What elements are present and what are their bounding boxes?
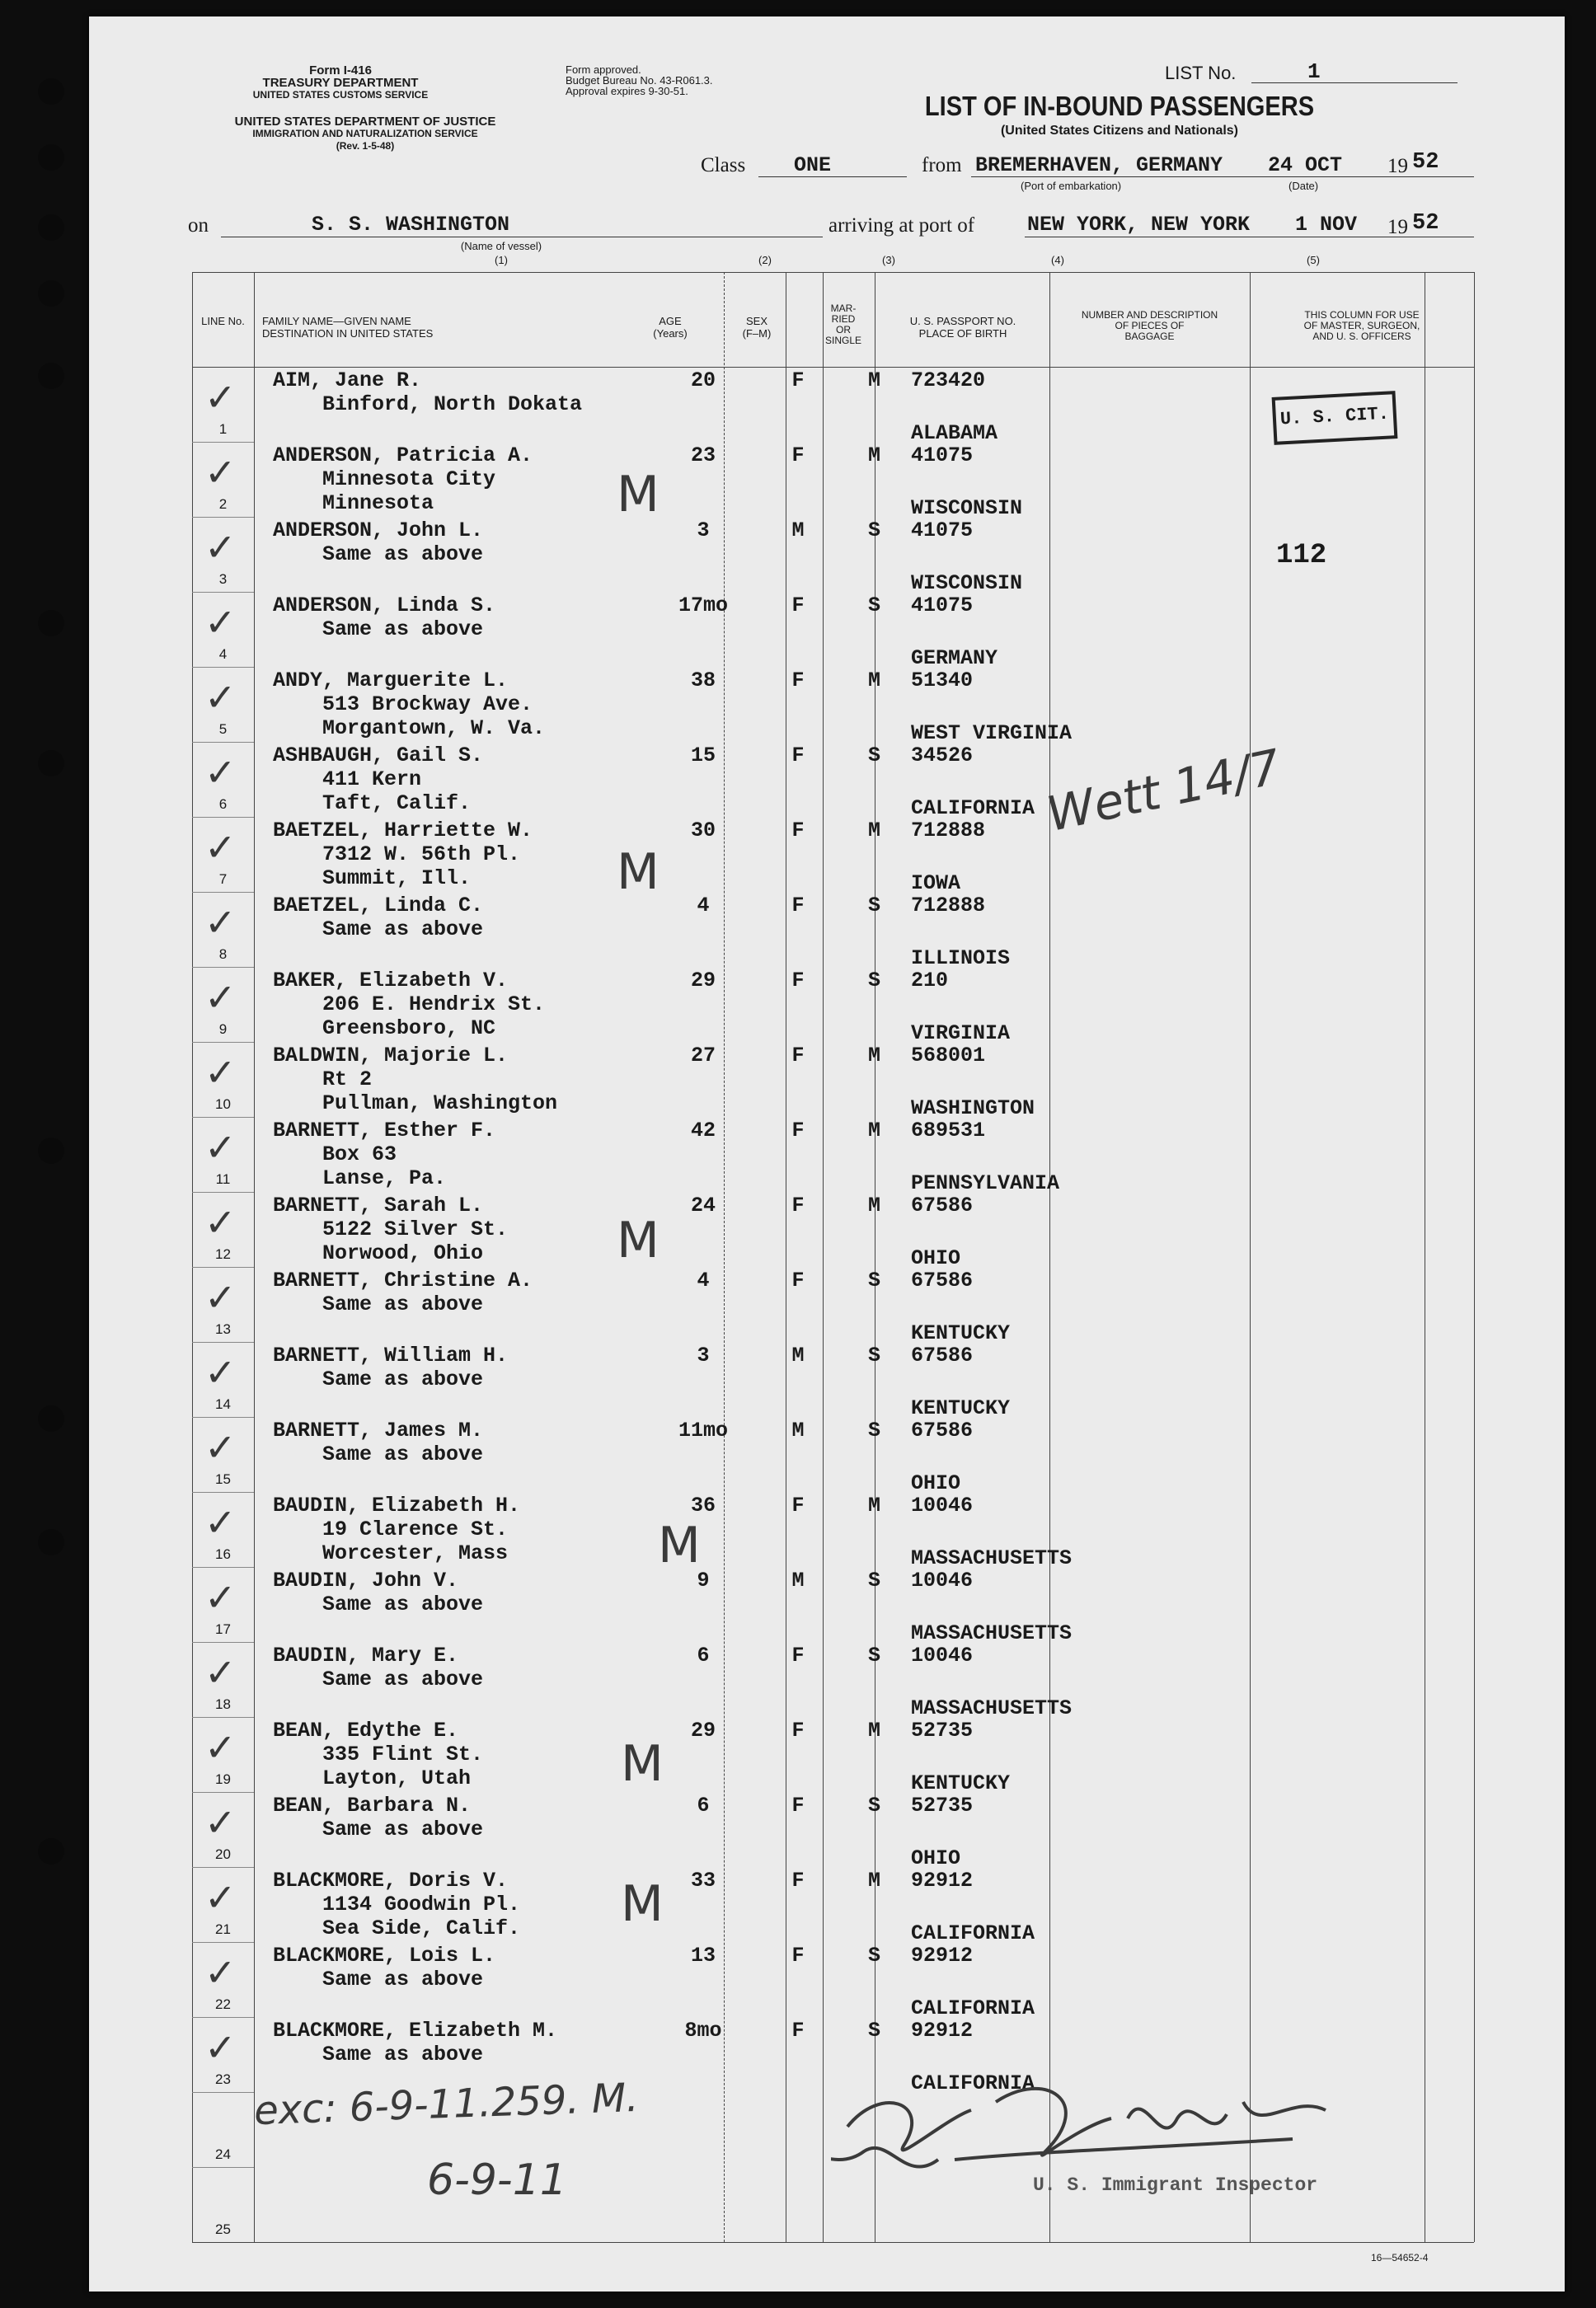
passenger-age: 17mo: [678, 593, 728, 617]
passenger-sex: F: [791, 894, 805, 917]
passenger-marital: S: [867, 1794, 880, 1818]
passenger-sex: F: [791, 1644, 805, 1668]
passenger-age: 30: [690, 819, 716, 842]
passport-number: 34526: [911, 744, 974, 767]
passenger-marital: S: [867, 1344, 880, 1367]
check-mark-icon: ✓: [204, 1950, 237, 1995]
passenger-sex: F: [791, 1794, 805, 1818]
col-4-label: (4): [1051, 254, 1064, 266]
table-row: [192, 892, 1474, 970]
header-name: [262, 315, 575, 340]
line-number: 2: [218, 496, 228, 512]
line-number: 13: [215, 1321, 231, 1337]
line-number: 7: [218, 871, 228, 887]
header-married: [814, 303, 872, 346]
passport-number: 92912: [911, 2019, 974, 2043]
table-row: [192, 1042, 1474, 1120]
passenger-age: 33: [690, 1869, 716, 1893]
arriving-label: arriving at port of: [829, 214, 975, 237]
line-number: 21: [215, 1921, 231, 1937]
passenger-sex: F: [791, 2019, 805, 2043]
passenger-sex: F: [791, 668, 805, 692]
passenger-marital: S: [867, 1569, 880, 1593]
line-number: 16: [215, 1546, 231, 1562]
passport-number: 41075: [911, 443, 974, 467]
table-row: [192, 1192, 1474, 1270]
passenger-marital: S: [867, 1644, 880, 1668]
line-number: 24: [215, 2146, 231, 2162]
place-of-birth: WASHINGTON: [911, 1096, 1035, 1120]
ins-name: IMMIGRATION AND NATURALIZATION SERVICE: [252, 128, 478, 139]
approval-line-2: Budget Bureau No. 43-R061.3.: [566, 74, 713, 87]
header-pp-1: U. S. PASSPORT NO.: [909, 315, 1016, 327]
passenger-sex: F: [791, 744, 805, 767]
passport-number: 92912: [911, 1944, 974, 1968]
passenger-sex: M: [791, 1569, 805, 1593]
passport-number: 92912: [911, 1869, 974, 1893]
line-number: 10: [215, 1096, 231, 1112]
place-of-birth: OHIO: [911, 1246, 961, 1270]
place-of-birth: CALIFORNIA: [911, 2071, 1035, 2095]
vessel-name: S. S. WASHINGTON: [312, 213, 510, 237]
passenger-sex: M: [791, 518, 805, 542]
table-row: [192, 1117, 1474, 1195]
handwritten-note-right: Wett 14/7: [1042, 738, 1286, 843]
check-mark-icon: ✓: [204, 975, 237, 1020]
check-mark-icon: ✓: [204, 525, 237, 570]
passport-number: 67586: [911, 1344, 974, 1367]
passenger-sex: F: [791, 593, 805, 617]
on-label: on: [188, 214, 209, 237]
passenger-age: 4: [697, 1269, 710, 1292]
line-number: 22: [215, 1996, 231, 2012]
passenger-age: 29: [690, 1719, 716, 1743]
passenger-name: BLACKMORE, Elizabeth M. Same as above: [273, 2019, 558, 2066]
passport-number: 10046: [911, 1569, 974, 1593]
check-mark-icon: ✓: [204, 750, 237, 795]
passenger-marital: M: [867, 819, 880, 842]
header-use-1: THIS COLUMN FOR USE: [1304, 309, 1420, 321]
year-prefix-2: 19: [1387, 216, 1408, 238]
passenger-age: 38: [690, 668, 716, 692]
from-label: from: [922, 154, 962, 176]
place-of-birth: KENTUCKY: [911, 1396, 1011, 1420]
passenger-name: ANDERSON, Patricia A. Minnesota City Minnesota: [273, 443, 533, 515]
check-mark-icon: ✓: [204, 1650, 237, 1695]
header-mar-4: SINGLE: [824, 335, 861, 346]
header-sex: [728, 315, 786, 340]
punch-hole: [38, 144, 64, 171]
handwritten-m-2: M: [617, 843, 660, 901]
check-mark-icon: ✓: [204, 1350, 237, 1395]
passenger-name: BLACKMORE, Doris V. 1134 Goodwin Pl. Sea Side, Calif.: [273, 1869, 521, 1940]
passenger-marital: S: [867, 1419, 880, 1442]
table-row: [192, 592, 1474, 670]
passport-number: 52735: [911, 1794, 974, 1818]
passenger-marital: S: [867, 744, 880, 767]
passenger-sex: F: [791, 1044, 805, 1067]
doj-header: [180, 115, 551, 152]
line-number: 3: [218, 571, 228, 587]
line-number: 14: [215, 1396, 231, 1412]
check-mark-icon: ✓: [204, 1125, 237, 1170]
handwritten-m-6: M: [621, 1875, 664, 1933]
table-row: [192, 1792, 1474, 1870]
doj-name: UNITED STATES DEPARTMENT OF JUSTICE: [234, 115, 496, 129]
check-mark-icon: ✓: [204, 1050, 237, 1095]
passenger-age: 20: [690, 368, 716, 392]
table-row: [192, 1267, 1474, 1345]
departure-date: 24 OCT: [1268, 153, 1343, 177]
passenger-name: ANDERSON, Linda S. Same as above: [273, 593, 496, 641]
customs-service: UNITED STATES CUSTOMS SERVICE: [252, 89, 429, 101]
header-officers: [1250, 310, 1474, 342]
table-row: [192, 1492, 1474, 1570]
punch-hole: [38, 214, 64, 241]
header-age-2: (Years): [653, 327, 688, 340]
passenger-sex: F: [791, 1944, 805, 1968]
passenger-name: AIM, Jane R. Binford, North Dokata: [273, 368, 583, 416]
passport-number: 723420: [911, 368, 986, 392]
col-1-label: (1): [495, 254, 508, 266]
passenger-age: 36: [690, 1494, 716, 1518]
place-of-birth: PENNSYLVANIA: [911, 1171, 1060, 1195]
inspector-caption: U. S. Immigrant Inspector: [1033, 2174, 1318, 2196]
passenger-sex: F: [791, 1869, 805, 1893]
passenger-sex: F: [791, 1269, 805, 1292]
passport-number: 41075: [911, 518, 974, 542]
passenger-name: ANDERSON, John L. Same as above: [273, 518, 484, 566]
punch-hole: [38, 1529, 64, 1555]
passenger-age: 29: [690, 969, 716, 992]
passenger-marital: M: [867, 668, 880, 692]
passenger-sex: F: [791, 1119, 805, 1142]
passenger-age: 8mo: [684, 2019, 722, 2043]
passenger-age: 15: [690, 744, 716, 767]
check-mark-icon: ✓: [204, 1200, 237, 1245]
punch-hole: [38, 610, 64, 636]
passenger-marital: S: [867, 593, 880, 617]
header-mar-2: RIED: [831, 313, 856, 325]
table-row: [192, 817, 1474, 895]
line-number: 5: [218, 721, 228, 737]
passport-number: 67586: [911, 1194, 974, 1217]
passenger-marital: S: [867, 894, 880, 917]
col-5-label: (5): [1307, 254, 1320, 266]
passenger-marital: S: [867, 969, 880, 992]
list-no-value: 1: [1307, 59, 1321, 84]
passenger-sex: M: [791, 1419, 805, 1442]
passport-number: 712888: [911, 819, 986, 842]
list-no-label: LIST No.: [1165, 63, 1237, 83]
table-row: [192, 1642, 1474, 1720]
passport-number: 568001: [911, 1044, 986, 1067]
passport-number: 41075: [911, 593, 974, 617]
check-mark-icon: ✓: [204, 375, 237, 420]
table-row: [192, 1342, 1474, 1420]
passenger-name: BARNETT, William H. Same as above: [273, 1344, 509, 1391]
check-mark-icon: ✓: [204, 1500, 237, 1545]
check-mark-icon: ✓: [204, 450, 237, 495]
passenger-name: BEAN, Barbara N. Same as above: [273, 1794, 484, 1841]
line-number: 6: [218, 796, 228, 812]
page-subtitle: (United States Citizens and Nationals): [1000, 124, 1239, 138]
line-number: 18: [215, 1696, 231, 1712]
manifest-page: [89, 16, 1565, 2292]
header-bag-2: OF PIECES OF: [1115, 320, 1185, 331]
header-mar-1: MAR-: [830, 303, 857, 314]
header-name-1: FAMILY NAME—GIVEN NAME: [262, 315, 411, 327]
place-of-birth: KENTUCKY: [911, 1321, 1011, 1345]
arrival-port: NEW YORK, NEW YORK: [1027, 213, 1251, 237]
passenger-sex: F: [791, 1194, 805, 1217]
line-number: 20: [215, 1846, 231, 1862]
passport-number: 10046: [911, 1494, 974, 1518]
place-of-birth: MASSACHUSETTS: [911, 1696, 1073, 1720]
handwritten-m-4: M: [658, 1517, 701, 1574]
passenger-age: 6: [697, 1644, 710, 1668]
table-row: [192, 1717, 1474, 1795]
class-value: ONE: [794, 153, 832, 177]
place-of-birth: ILLINOIS: [911, 946, 1011, 970]
passenger-marital: M: [867, 1719, 880, 1743]
approval-block: [566, 64, 780, 96]
punch-hole: [38, 750, 64, 776]
passenger-marital: S: [867, 1944, 880, 1968]
check-mark-icon: ✓: [204, 1800, 237, 1845]
vessel-caption: (Name of vessel): [460, 240, 542, 252]
passport-number: 10046: [911, 1644, 974, 1668]
line-number: 17: [215, 1621, 231, 1637]
passenger-marital: M: [867, 1494, 880, 1518]
check-mark-icon: ✓: [204, 600, 237, 645]
header-name-2: DESTINATION IN UNITED STATES: [262, 327, 434, 340]
passenger-name: BALDWIN, Majorie L. Rt 2 Pullman, Washington: [273, 1044, 558, 1115]
punch-hole: [38, 280, 64, 307]
passenger-name: BLACKMORE, Lois L. Same as above: [273, 1944, 496, 1991]
table-row: [192, 442, 1474, 520]
passenger-age: 11mo: [678, 1419, 728, 1442]
approval-line-1: Form approved.: [566, 63, 641, 76]
handwritten-code: 6-9-11: [427, 2156, 567, 2205]
check-mark-icon: ✓: [204, 1425, 237, 1470]
passport-number: 67586: [911, 1269, 974, 1292]
passenger-name: BAKER, Elizabeth V. 206 E. Hendrix St. Greensboro, NC: [273, 969, 546, 1040]
passenger-sex: F: [791, 969, 805, 992]
header-use-3: AND U. S. OFFICERS: [1312, 331, 1411, 342]
citizen-stamp: [1272, 391, 1398, 445]
passenger-sex: F: [791, 1719, 805, 1743]
passenger-age: 9: [697, 1569, 710, 1593]
line-number: 19: [215, 1771, 231, 1787]
check-mark-icon: ✓: [204, 1575, 237, 1620]
header-mar-3: OR: [836, 324, 851, 335]
form-header-left: [233, 64, 448, 101]
place-of-birth: IOWA: [911, 871, 961, 895]
passport-number: 51340: [911, 668, 974, 692]
passport-number: 712888: [911, 894, 986, 917]
place-of-birth: OHIO: [911, 1846, 961, 1870]
handwritten-m-3: M: [617, 1212, 660, 1269]
line-number: 15: [215, 1471, 231, 1487]
passenger-marital: M: [867, 1869, 880, 1893]
passenger-name: BARNETT, Esther F. Box 63 Lanse, Pa.: [273, 1119, 496, 1190]
header-use-2: OF MASTER, SURGEON,: [1303, 320, 1420, 331]
passenger-age: 24: [690, 1194, 716, 1217]
header-age-1: AGE: [659, 315, 682, 327]
passenger-sex: F: [791, 443, 805, 467]
place-of-birth: WEST VIRGINIA: [911, 721, 1073, 745]
place-of-birth: ALABAMA: [911, 421, 998, 445]
check-mark-icon: ✓: [204, 2025, 237, 2070]
date-caption: (Date): [1289, 180, 1319, 192]
line-number: 4: [218, 646, 228, 662]
punch-hole: [38, 363, 64, 389]
passenger-age: 13: [690, 1944, 716, 1968]
passport-number: 210: [911, 969, 949, 992]
header-bag-1: NUMBER AND DESCRIPTION: [1081, 309, 1218, 321]
passenger-age: 42: [690, 1119, 716, 1142]
place-of-birth: WISCONSIN: [911, 571, 1023, 595]
passenger-sex: M: [791, 1344, 805, 1367]
passenger-name: BAUDIN, Elizabeth H. 19 Clarence St. Worcester, Mass: [273, 1494, 521, 1565]
arrival-date: 1 NOV: [1295, 213, 1358, 237]
passenger-age: 27: [690, 1044, 716, 1067]
page-title: LIST OF IN-BOUND PASSENGERS: [924, 91, 1315, 121]
table-row: [192, 1867, 1474, 1945]
passenger-count: 112: [1276, 540, 1327, 571]
passenger-marital: S: [867, 2019, 880, 2043]
place-of-birth: MASSACHUSETTS: [911, 1621, 1073, 1645]
passenger-age: 4: [697, 894, 710, 917]
citizen-stamp-text: U. S. CIT.: [1279, 403, 1390, 430]
place-of-birth: CALIFORNIA: [911, 1921, 1035, 1945]
place-of-birth: CALIFORNIA: [911, 1996, 1035, 2020]
passenger-name: BEAN, Edythe E. 335 Flint St. Layton, Utah: [273, 1719, 484, 1790]
passenger-age: 3: [697, 518, 710, 542]
handwritten-m-1: M: [617, 466, 660, 523]
header-age: [629, 315, 711, 340]
passenger-sex: F: [791, 819, 805, 842]
embarkation-port: BREMERHAVEN, GERMANY: [975, 153, 1223, 177]
table-row: [192, 1417, 1474, 1495]
passenger-name: BAETZEL, Harriette W. 7312 W. 56th Pl. Summit, Ill.: [273, 819, 533, 890]
table-row: [192, 1942, 1474, 2020]
table-row: [192, 1567, 1474, 1645]
passenger-name: BAUDIN, John V. Same as above: [273, 1569, 484, 1616]
place-of-birth: KENTUCKY: [911, 1771, 1011, 1795]
passenger-marital: M: [867, 443, 880, 467]
place-of-birth: OHIO: [911, 1471, 961, 1495]
passenger-sex: F: [791, 368, 805, 392]
passenger-marital: M: [867, 368, 880, 392]
passenger-name: BAETZEL, Linda C. Same as above: [273, 894, 484, 941]
line-number: 9: [218, 1021, 228, 1037]
line-number: 25: [215, 2221, 231, 2237]
punch-hole: [38, 1138, 64, 1164]
passenger-marital: M: [867, 1194, 880, 1217]
table-row: [192, 967, 1474, 1045]
header-pp-2: PLACE OF BIRTH: [918, 327, 1007, 340]
line-number: 12: [215, 1246, 231, 1262]
passenger-marital: M: [867, 1119, 880, 1142]
punch-hole: [38, 78, 64, 105]
col-3-label: (3): [882, 254, 895, 266]
place-of-birth: WISCONSIN: [911, 496, 1023, 520]
passenger-age: 23: [690, 443, 716, 467]
passenger-name: ASHBAUGH, Gail S. 411 Kern Taft, Calif.: [273, 744, 484, 815]
passenger-name: BAUDIN, Mary E. Same as above: [273, 1644, 484, 1691]
passenger-age: 3: [697, 1344, 710, 1367]
punch-hole: [38, 1405, 64, 1432]
check-mark-icon: ✓: [204, 900, 237, 945]
passenger-age: 6: [697, 1794, 710, 1818]
check-mark-icon: ✓: [204, 1275, 237, 1320]
check-mark-icon: ✓: [204, 825, 237, 870]
passenger-marital: S: [867, 1269, 880, 1292]
passport-number: 52735: [911, 1719, 974, 1743]
passenger-name: BARNETT, James M. Same as above: [273, 1419, 484, 1466]
class-label: Class: [701, 154, 746, 176]
treasury-dept: TREASURY DEPARTMENT: [262, 76, 419, 90]
line-number: 8: [218, 946, 228, 962]
year-prefix: 19: [1387, 155, 1408, 177]
col-2-label: (2): [758, 254, 772, 266]
handwritten-m-5: M: [621, 1735, 664, 1793]
check-mark-icon: ✓: [204, 1875, 237, 1920]
passenger-name: BARNETT, Christine A. Same as above: [273, 1269, 533, 1316]
passenger-name: BARNETT, Sarah L. 5122 Silver St. Norwood, Ohio: [273, 1194, 509, 1265]
passenger-marital: M: [867, 1044, 880, 1067]
place-of-birth: MASSACHUSETTS: [911, 1546, 1073, 1570]
footer-code: 16—54652-4: [1371, 2252, 1429, 2263]
passenger-name: ANDY, Marguerite L. 513 Brockway Ave. Morgantown, W. Va.: [273, 668, 546, 740]
place-of-birth: VIRGINIA: [911, 1021, 1011, 1045]
handwritten-exc-note: exc: 6-9-11.259. M.: [253, 2074, 640, 2135]
header-line: LINE No.: [201, 315, 245, 327]
passport-number: 689531: [911, 1119, 986, 1142]
arrival-year: 52: [1412, 211, 1439, 236]
embarkation-caption: (Port of embarkation): [1021, 180, 1122, 192]
table-row: [192, 667, 1474, 745]
punch-hole: [38, 1838, 64, 1865]
header-sex-2: (F–M): [742, 327, 772, 340]
header-sex-1: SEX: [745, 315, 767, 327]
passenger-marital: S: [867, 518, 880, 542]
line-number: 11: [215, 1171, 231, 1187]
header-bag-3: BAGGAGE: [1124, 331, 1175, 342]
departure-year: 52: [1412, 150, 1439, 175]
check-mark-icon: ✓: [204, 1725, 237, 1770]
line-number: 1: [218, 421, 228, 437]
form-revision: (Rev. 1-5-48): [336, 140, 395, 152]
header-baggage: [1049, 310, 1250, 342]
header-passport: [876, 315, 1049, 340]
approval-line-3: Approval expires 9-30-51.: [566, 85, 688, 97]
passenger-sex: F: [791, 1494, 805, 1518]
line-number: 23: [215, 2071, 231, 2087]
place-of-birth: CALIFORNIA: [911, 796, 1035, 820]
check-mark-icon: ✓: [204, 675, 237, 720]
place-of-birth: GERMANY: [911, 646, 998, 670]
form-number: Form I-416: [309, 63, 372, 77]
passport-number: 67586: [911, 1419, 974, 1442]
